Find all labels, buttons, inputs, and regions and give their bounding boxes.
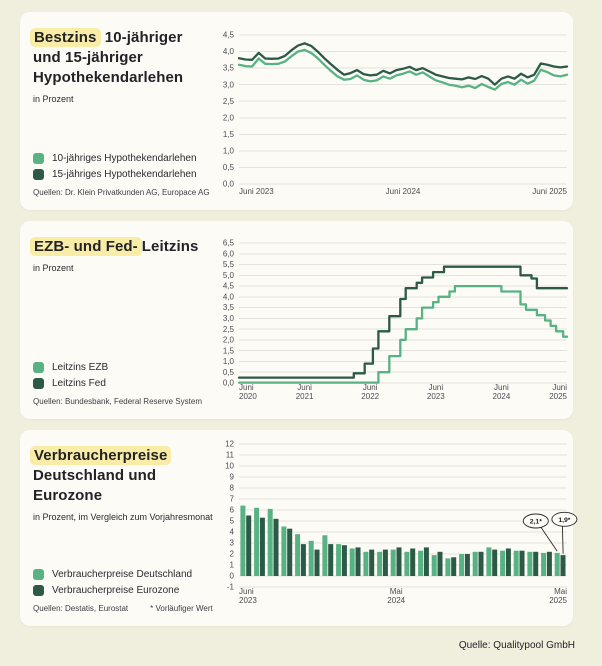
legend-item <box>33 169 215 180</box>
svg-text:12: 12 <box>225 439 234 449</box>
legend-swatch-light-green <box>33 362 44 373</box>
svg-text:2,5: 2,5 <box>222 96 234 106</box>
leitzins-chart-area <box>215 221 573 419</box>
svg-text:4,0: 4,0 <box>222 47 234 57</box>
legend-swatch-dark-green <box>33 378 44 389</box>
source-text: Quellen: Destatis, Eurostat <box>33 604 129 613</box>
verbraucherpreise-info-column <box>20 430 215 626</box>
legend-item <box>33 362 215 373</box>
svg-text:11: 11 <box>225 450 234 460</box>
svg-text:Juni: Juni <box>494 383 509 392</box>
bestzins-title-rest: 10-jähriger und 15-jähriger Hypothekendarlehen <box>33 29 184 86</box>
svg-text:4,5: 4,5 <box>222 281 234 291</box>
svg-text:3,5: 3,5 <box>222 303 234 313</box>
svg-text:Juni: Juni <box>297 383 312 392</box>
legend-item <box>33 153 215 164</box>
legend-label: Leitzins Fed <box>52 378 106 389</box>
svg-text:0: 0 <box>229 571 234 581</box>
svg-text:2024: 2024 <box>492 392 511 401</box>
svg-text:1: 1 <box>229 560 234 570</box>
svg-text:2: 2 <box>229 549 234 559</box>
svg-text:5,5: 5,5 <box>222 260 234 270</box>
legend-item <box>33 378 215 389</box>
preliminary-value-note: * Vorläufiger Wert <box>150 604 213 613</box>
verbraucherpreise-chart <box>215 430 573 626</box>
leitzins-panel <box>20 221 573 419</box>
svg-text:1,5: 1,5 <box>222 346 234 356</box>
verbraucherpreise-subtitle: in Prozent, im Vergleich zum Vorjahresmonat <box>33 511 213 522</box>
bestzins-title <box>33 28 213 88</box>
legend-label: Verbraucherpreise Deutschland <box>52 569 193 580</box>
svg-text:2024: 2024 <box>387 596 406 605</box>
svg-text:0,5: 0,5 <box>222 163 234 172</box>
legend-swatch-light-green <box>33 153 44 164</box>
bestzins-source: Quellen: Dr. Klein Privatkunden AG, Europace AG <box>33 188 210 197</box>
svg-text:2021: 2021 <box>295 392 314 401</box>
svg-text:0,5: 0,5 <box>222 367 234 377</box>
svg-text:1,0: 1,0 <box>222 146 234 156</box>
svg-text:Juni 2024: Juni 2024 <box>385 187 421 196</box>
svg-text:-1: -1 <box>226 582 234 592</box>
footer-source: Quelle: Qualitypool GmbH <box>458 640 575 651</box>
legend-swatch-dark-green <box>33 169 44 180</box>
bestzins-chart <box>215 12 573 210</box>
leitzins-chart <box>215 221 573 419</box>
leitzins-legend <box>33 357 215 389</box>
svg-text:Juni 2023: Juni 2023 <box>239 187 274 196</box>
svg-text:6,0: 6,0 <box>222 249 234 259</box>
leitzins-source: Quellen: Bundesbank, Federal Reserve System <box>33 397 202 406</box>
svg-text:5,0: 5,0 <box>222 270 234 280</box>
bestzins-title-highlight: Bestzins <box>30 28 101 47</box>
legend-item <box>33 569 215 580</box>
bestzins-legend <box>33 148 215 180</box>
svg-text:2023: 2023 <box>239 596 257 605</box>
svg-text:6,5: 6,5 <box>222 238 234 248</box>
legend-label: Leitzins EZB <box>52 362 109 373</box>
svg-text:4,5: 4,5 <box>222 30 234 40</box>
leitzins-title-highlight: EZB- und Fed- <box>30 237 142 256</box>
svg-text:8: 8 <box>229 483 234 493</box>
svg-text:1,0: 1,0 <box>222 357 234 367</box>
verbraucherpreise-title-rest: Deutschland und Eurozone <box>33 466 157 504</box>
legend-swatch-dark-green <box>33 585 44 596</box>
svg-text:Juni: Juni <box>239 587 254 596</box>
svg-text:2025: 2025 <box>549 596 567 605</box>
svg-text:3,0: 3,0 <box>222 314 234 323</box>
verbraucherpreise-title-highlight: Verbraucherpreise <box>30 446 171 465</box>
svg-text:Juni: Juni <box>428 383 444 392</box>
leitzins-subtitle: in Prozent <box>33 262 74 273</box>
svg-text:6: 6 <box>229 505 234 515</box>
svg-text:2020: 2020 <box>239 392 257 401</box>
svg-text:Mai: Mai <box>554 587 567 596</box>
svg-text:2,1*: 2,1* <box>529 518 542 526</box>
legend-label: 10-jähriges Hypothekendarlehen <box>52 153 197 164</box>
svg-text:3,0: 3,0 <box>222 80 234 90</box>
svg-text:2023: 2023 <box>426 392 445 401</box>
svg-text:3,5: 3,5 <box>222 63 234 73</box>
svg-text:3: 3 <box>229 538 234 548</box>
svg-text:Juni 2025: Juni 2025 <box>532 187 567 196</box>
bestzins-subtitle: in Prozent <box>33 93 74 104</box>
verbraucherpreise-panel <box>20 430 573 626</box>
legend-label: Verbraucherpreise Eurozone <box>52 585 180 596</box>
svg-text:1,9*: 1,9* <box>558 516 571 524</box>
svg-text:Mai: Mai <box>389 587 403 596</box>
leitzins-title <box>33 237 213 257</box>
svg-text:4,0: 4,0 <box>222 292 234 302</box>
svg-text:2,0: 2,0 <box>222 113 234 123</box>
verbraucherpreise-chart-area <box>215 430 573 626</box>
svg-text:2025: 2025 <box>549 392 567 401</box>
legend-swatch-light-green <box>33 569 44 580</box>
bestzins-chart-area <box>215 12 573 210</box>
svg-text:2,0: 2,0 <box>222 335 234 345</box>
svg-text:2022: 2022 <box>361 392 380 401</box>
svg-text:0,0: 0,0 <box>222 378 234 388</box>
svg-text:Juni: Juni <box>239 383 254 392</box>
verbraucherpreise-source <box>33 604 215 613</box>
svg-text:4: 4 <box>229 527 234 537</box>
legend-item <box>33 585 215 596</box>
svg-text:10: 10 <box>225 461 234 471</box>
svg-text:Juni: Juni <box>552 383 567 392</box>
bestzins-panel <box>20 12 573 210</box>
svg-text:Juni: Juni <box>362 383 378 392</box>
verbraucherpreise-legend <box>33 564 215 596</box>
legend-label: 15-jähriges Hypothekendarlehen <box>52 169 197 180</box>
svg-text:7: 7 <box>229 494 234 504</box>
svg-text:0,0: 0,0 <box>222 179 234 189</box>
leitzins-info-column <box>20 221 215 419</box>
bestzins-info-column <box>20 12 215 210</box>
svg-text:9: 9 <box>229 472 234 482</box>
panels-container <box>20 12 573 637</box>
leitzins-title-rest: Leitzins <box>141 238 199 255</box>
svg-text:5: 5 <box>229 516 234 526</box>
svg-text:2,5: 2,5 <box>222 324 234 334</box>
svg-text:1,5: 1,5 <box>222 129 234 139</box>
verbraucherpreise-title <box>33 446 213 506</box>
